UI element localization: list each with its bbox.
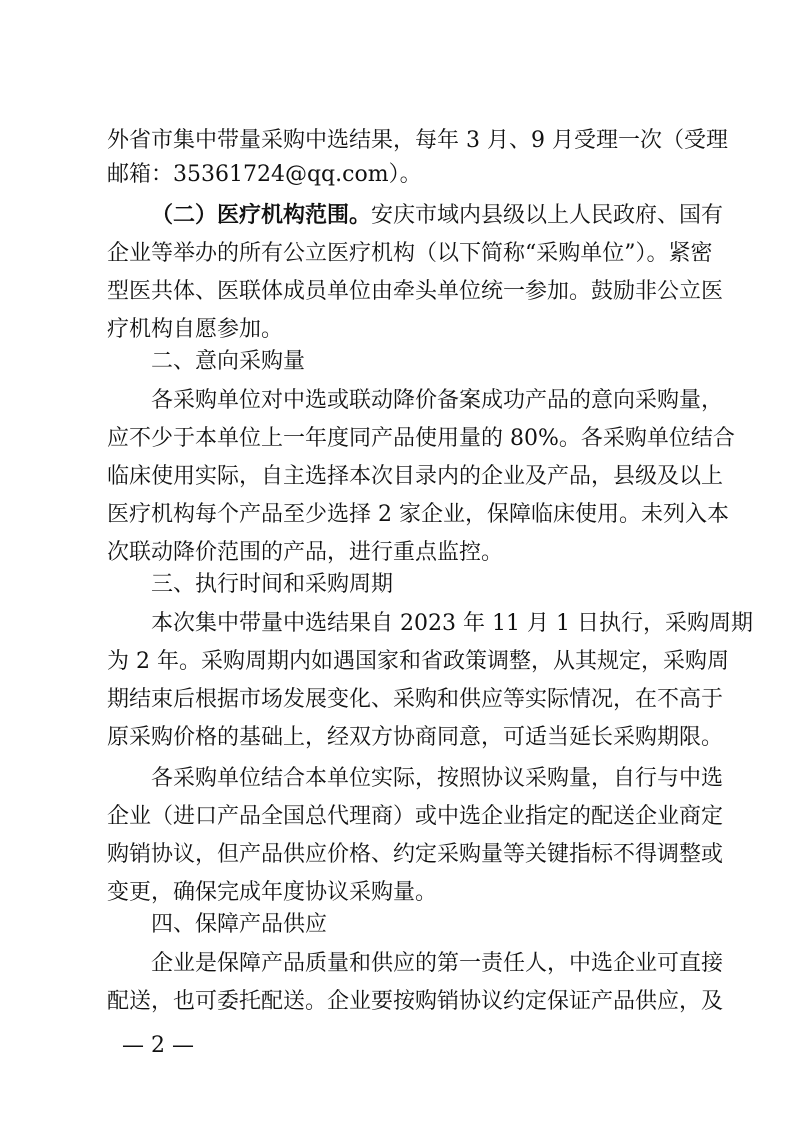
section-heading: 四、保障产品供应 [151,912,328,937]
body-text-line: 次联动降价范围的产品，进行重点监控。 [107,540,504,565]
section-heading: 三、执行时间和采购周期 [151,572,394,597]
section-heading: 二、意向采购量 [151,349,306,374]
body-text-line: 邮箱：35361724@qq.com）。 [107,162,422,187]
body-text-line: 应不少于本单位上一年度同产品使用量的 80%。各采购单位结合 [107,426,735,451]
body-text-line: 疗机构自愿参加。 [107,317,284,342]
body-text-line: 企业是保障产品质量和供应的第一责任人，中选企业可直接 [151,951,724,976]
body-text-line: 企业等举办的所有公立医疗机构（以下简称“采购单位”）。紧密 [107,241,713,266]
body-text-line: 期结束后根据市场发展变化、采购和供应等实际情况，在不高于 [107,687,724,712]
body-text-line: 型医共体、医联体成员单位由牵头单位统一参加。鼓励非公立医 [107,279,724,304]
body-text-line: 外省市集中带量采购中选结果，每年 3 月、9 月受理一次（受理 [107,128,728,153]
body-text-line: 本次集中带量中选结果自 2023 年 11 月 1 日执行，采购周期 [151,611,753,636]
body-text-line: 购销协议，但产品供应价格、约定采购量等关键指标不得调整或 [107,842,724,867]
body-text-span: 安庆市域内县级以上人民政府、国有 [371,203,724,228]
body-text-line: 原采购价格的基础上，经双方协商同意，可适当延长采购期限。 [107,725,724,750]
body-text-line: 为 2 年。采购周期内如遇国家和省政策调整，从其规定，采购周 [107,649,729,674]
body-text-line: 各采购单位结合本单位实际，按照协议采购量，自行与中选 [151,766,724,791]
body-text-line: 变更，确保完成年度协议采购量。 [107,880,438,905]
page-number: — 2 — [122,1033,194,1058]
body-text-line: 企业（进口产品全国总代理商）或中选企业指定的配送企业商定 [107,804,724,829]
section-paragraph-lead [151,201,724,231]
body-text-line: 各采购单位对中选或联动降价备案成功产品的意向采购量， [151,388,724,413]
body-text-line: 医疗机构每个产品至少选择 2 家企业，保障临床使用。未列入本 [107,502,729,527]
bold-subheading: （二）医疗机构范围。 [151,203,372,228]
body-text-line: 临床使用实际，自主选择本次目录内的企业及产品，县级及以上 [107,464,724,489]
body-text-line: 配送，也可委托配送。企业要按购销协议约定保证产品供应，及 [107,989,724,1014]
